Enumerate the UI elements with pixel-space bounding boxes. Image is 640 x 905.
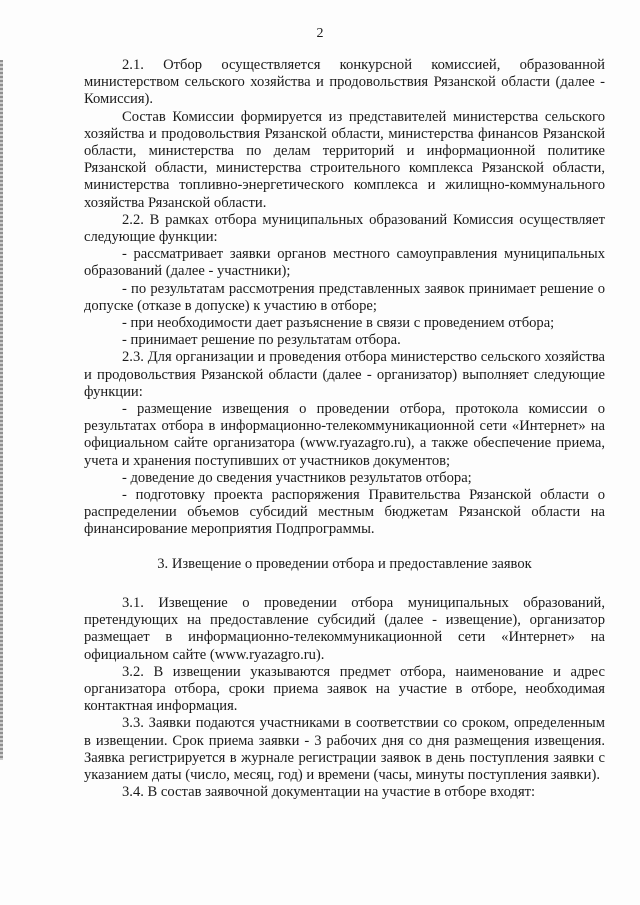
list-item: - по результатам рассмотрения представленных заявок принимает решение о допуске (отказе в допуске) к участию в отборе; (84, 280, 605, 314)
paragraph-2-2: 2.2. В рамках отбора муниципальных образований Комиссия осуществляет следующие функции: (84, 211, 605, 246)
list-item: - доведение до сведения участников результатов отбора; (122, 469, 472, 486)
document-body (84, 57, 605, 801)
list-item: - подготовку проекта распоряжения Правительства Рязанской области о распределении объемов субсидий местным бюджетам Рязанской области на финансирование мероприятия Подпрограммы. (84, 487, 605, 538)
paragraph-3-2: 3.2. В извещении указываются предмет отбора, наименование и адрес организатора отбора, сроки приема заявок на участие в отборе, необходимая контактная информация. (84, 663, 605, 715)
scan-edge-artifact (0, 60, 3, 760)
paragraph-2-3: 2.3. Для организации и проведения отбора министерство сельского хозяйства и продовольствия Рязанской области (далее - организатор) выполняет следующие функции: (84, 349, 605, 400)
list-item: - принимает решение по результатам отбора. (122, 332, 401, 349)
paragraph-commission-composition: Состав Комиссии формируется из представителей министерства сельского хозяйства и продовольствия Рязанской области, министерства финансов Рязанской области, министерства по делам территорий и информационной политике Рязанской области, министерства строительного комплекса Рязанской области, министерства топливно-энергетического комплекса и жилищно-коммунального хозяйства Рязанской области. (84, 108, 605, 211)
page-number: 2 (316, 26, 324, 41)
paragraph-2-1: 2.1. Отбор осуществляется конкурсной комиссией, образованной министерством сельского хозяйства и продовольствия Рязанской области (далее - Комиссия). (84, 57, 605, 108)
list-item: - рассматривает заявки органов местного самоуправления муниципальных образований (далее - участники); (84, 246, 605, 280)
list-item: - при необходимости дает разъяснение в связи с проведением отбора; (122, 315, 555, 332)
paragraph-3-4: 3.4. В состав заявочной документации на участие в отборе входят: (122, 784, 536, 801)
paragraph-3-3: 3.3. Заявки подаются участниками в соответствии со сроком, определенным в извещении. Срок приема заявки - 3 рабочих дня со дня размещения извещения. Заявка регистрируется в журнале регистрации заявок в день поступления заявки с указанием даты (число, месяц, год) и времени (часы, минуты поступления заявки). (84, 715, 605, 783)
paragraph-3-1: 3.1. Извещение о проведении отбора муниципальных образований, претендующих на предоставление субсидий (далее - извещение), организатор размещает в информационно-телекоммуникационной сети «Интернет» на официальном сайте (www.ryazagro.ru). (84, 594, 605, 663)
section-3-heading: 3. Извещение о проведении отбора и предоставление заявок (157, 555, 532, 572)
list-item: - размещение извещения о проведении отбора, протокола комиссии о результатах отбора в информационно-телекоммуникационной сети «Интернет» на официальном сайте организатора (www.ryazagro.ru), а также обеспечение приема, учета и хранения поступивших от участников документов; (84, 401, 605, 469)
